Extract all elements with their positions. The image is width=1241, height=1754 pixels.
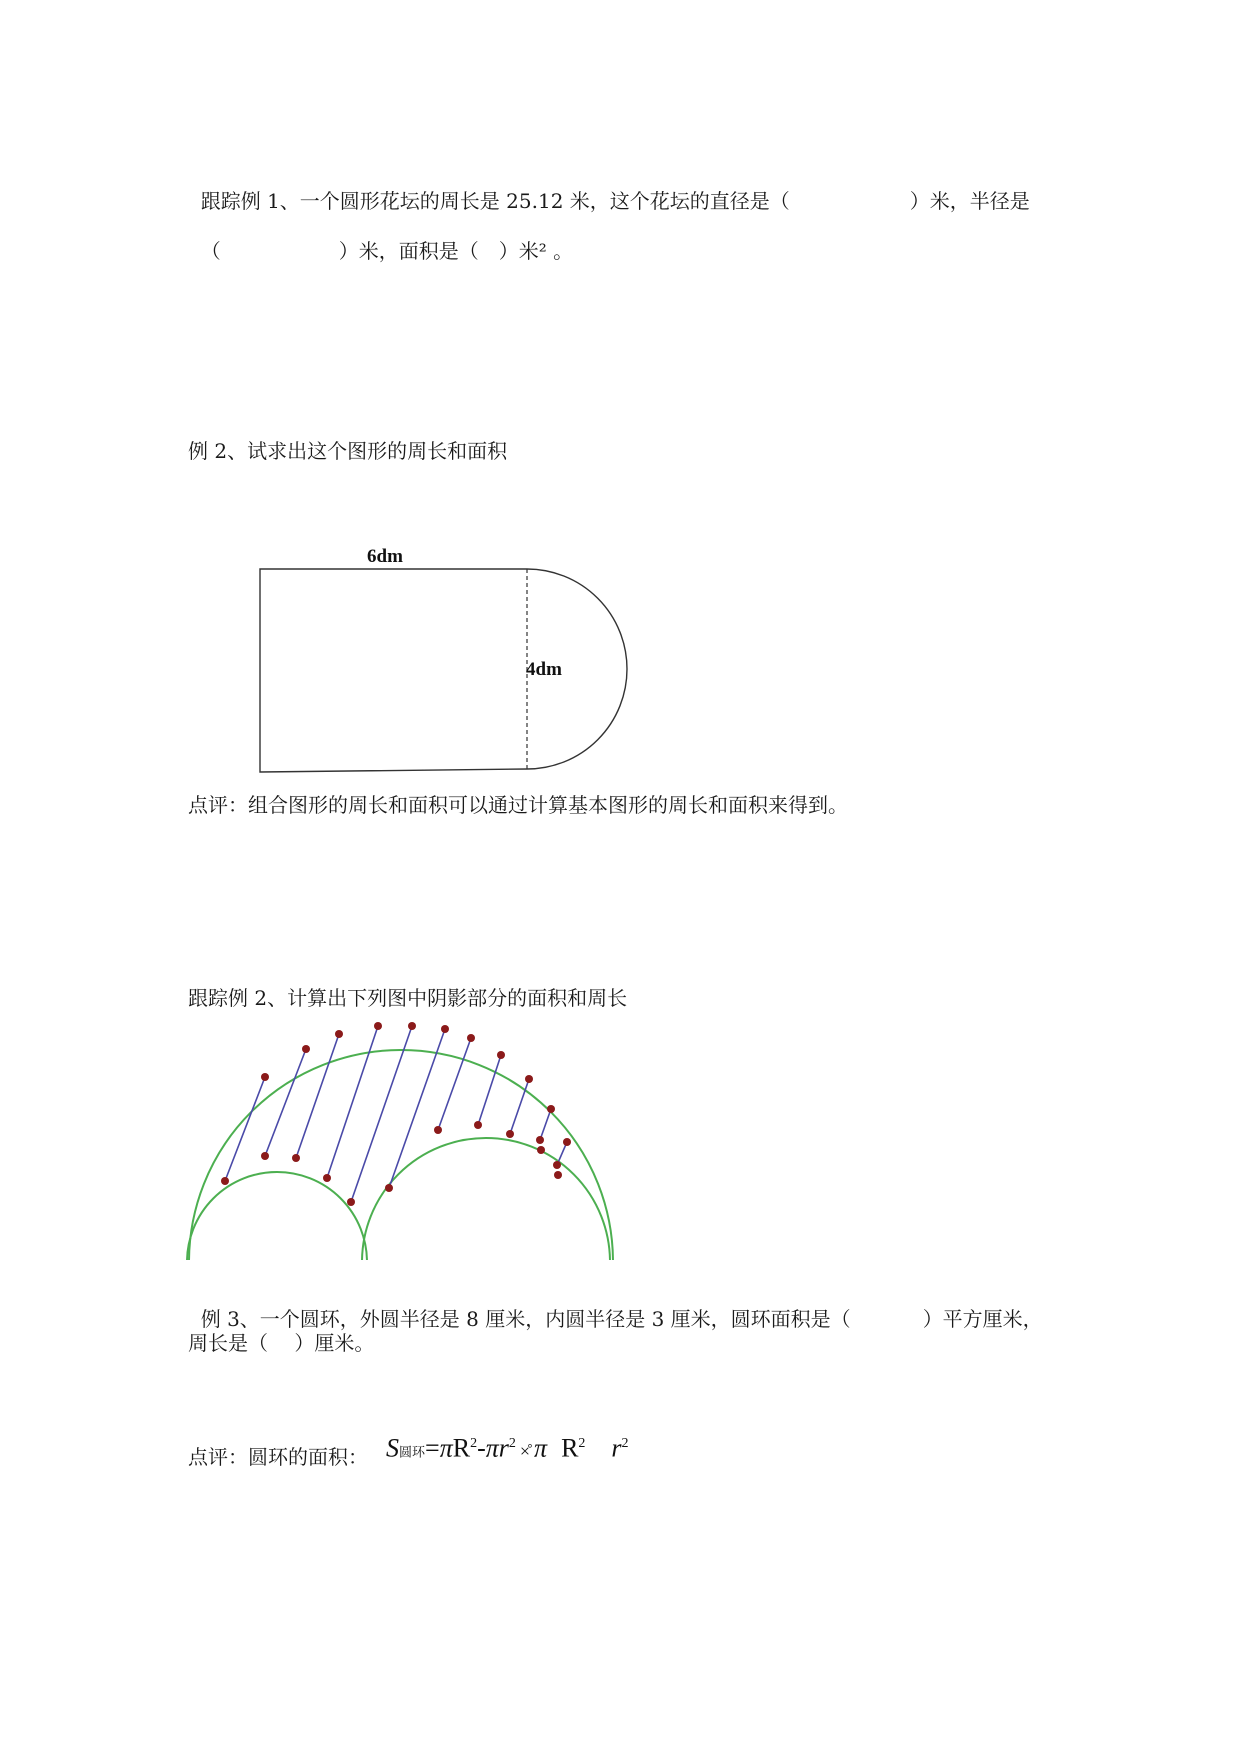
width-label-4dm: 4dm — [526, 659, 562, 680]
formula-sub: 圆环 — [399, 1445, 426, 1461]
rectangle-semicircle-figure — [250, 540, 640, 780]
formula-pi1: π — [439, 1433, 453, 1463]
left-inner-arc — [187, 1172, 367, 1262]
formula-r-lower2: r — [611, 1433, 622, 1463]
formula-r-upper2: R — [561, 1433, 579, 1463]
formula-sup2: 2 — [508, 1436, 516, 1451]
formula-pi2: π — [485, 1433, 499, 1463]
tracking-example-1-line2 — [188, 212, 573, 264]
right-inner-arc — [362, 1138, 610, 1262]
tracking-example-1-text-b: ）米，半径是 — [909, 189, 1030, 213]
formula-sup3: 2 — [578, 1436, 586, 1451]
annulus-area-formula — [386, 1424, 629, 1474]
tracking-example-2-heading: 跟踪例 2、计算出下列图中阴影部分的面积和周长 — [188, 986, 628, 1010]
formula-pi3: π — [534, 1433, 548, 1463]
formula-r-upper1: R — [452, 1433, 471, 1463]
formula-sup1: 2 — [470, 1436, 478, 1451]
length-label-6dm: 6dm — [367, 546, 403, 567]
comment-2-label: 点评：圆环的面积： — [188, 1445, 368, 1469]
tracking-example-1-line1 — [188, 162, 1030, 214]
formula-minus: - — [477, 1433, 486, 1463]
example-2-heading: 例 2、试求出这个图形的周长和面积 — [188, 439, 508, 463]
tracking-example-1-text-c: （ — [200, 239, 221, 263]
example-3-line1 — [188, 1280, 1043, 1332]
example-3-text-b: ）平方厘米， — [922, 1307, 1043, 1331]
formula-garble: ×̊ — [519, 1440, 531, 1461]
tracking-example-1-text-d: ）米，面积是（ ）米² 。 — [338, 239, 574, 263]
example-3-line2: 周长是（ ）厘米。 — [188, 1331, 375, 1355]
formula-eq: = — [425, 1433, 440, 1463]
figure-outline — [260, 569, 627, 772]
formula-s: S — [386, 1433, 399, 1463]
formula-r-lower1: r — [498, 1433, 509, 1463]
formula-sup4: 2 — [621, 1436, 629, 1451]
tracking-example-1-text-a: 跟踪例 1、一个圆形花坛的周长是 25.12 米，这个花坛的直径是（ — [200, 189, 790, 213]
example-3-text-a: 例 3、一个圆环，外圆半径是 8 厘米，内圆半径是 3 厘米，圆环面积是（ — [200, 1307, 851, 1331]
shaded-arcs-figure — [180, 1010, 630, 1270]
comment-1: 点评：组合图形的周长和面积可以通过计算基本图形的周长和面积来得到。 — [188, 793, 848, 817]
